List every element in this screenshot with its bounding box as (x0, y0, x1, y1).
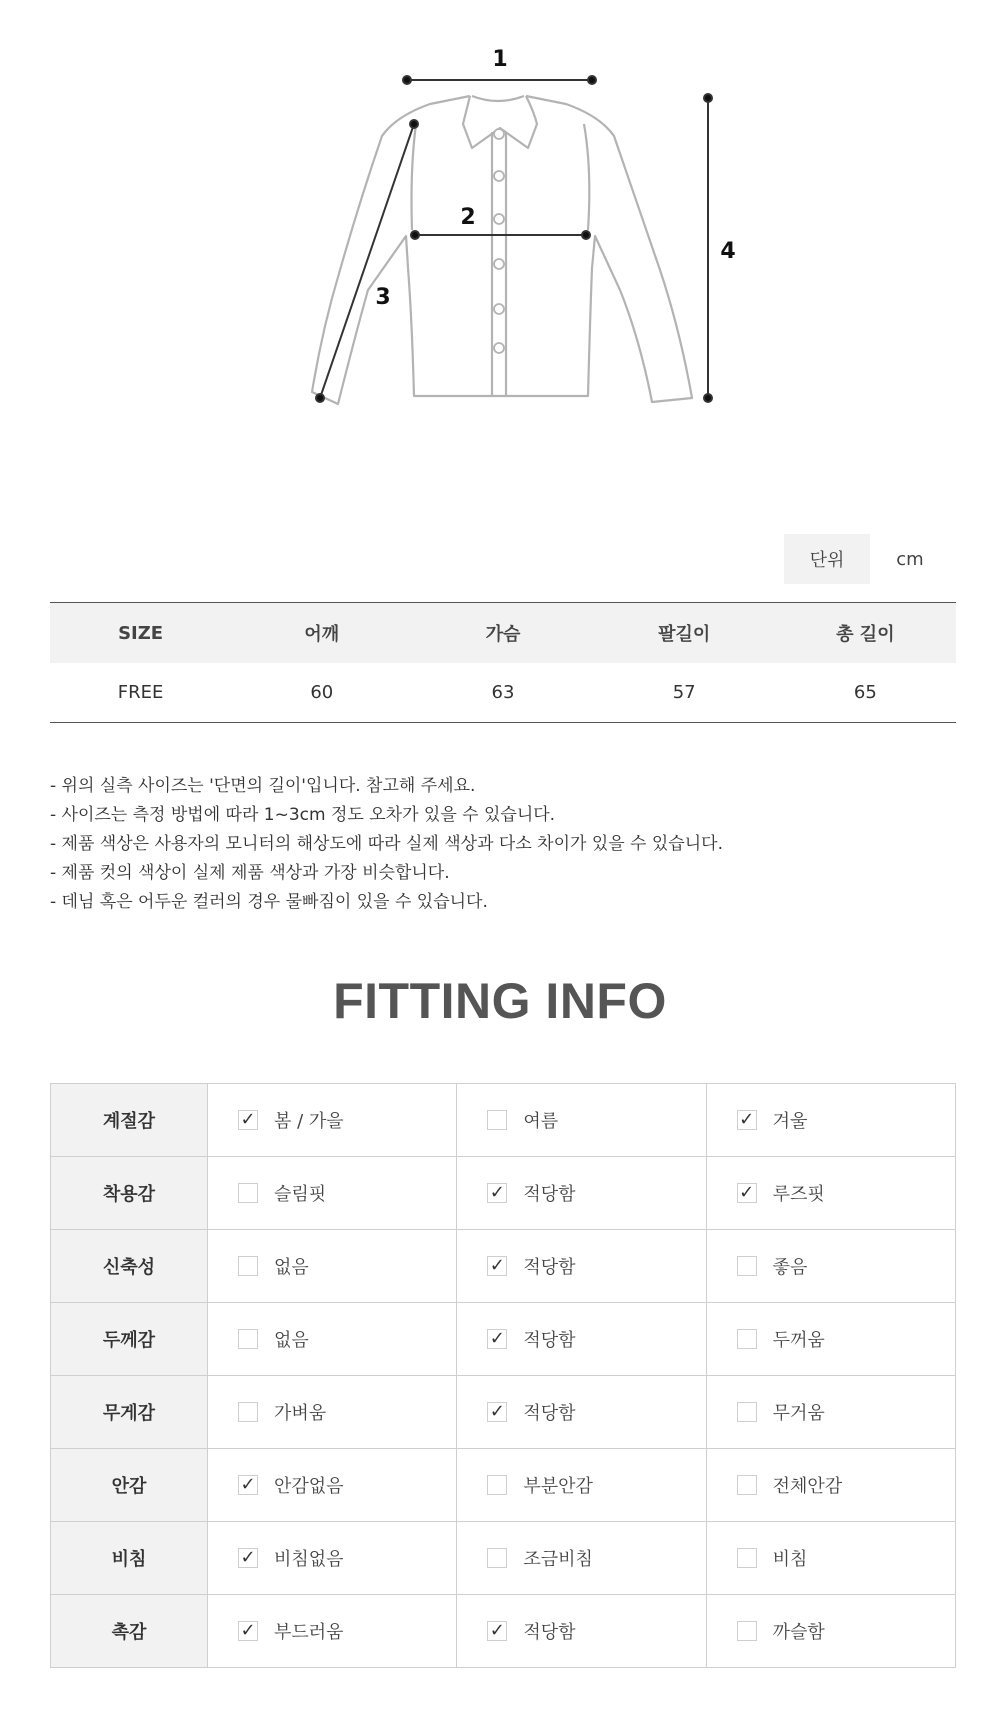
checkbox-unchecked-icon (737, 1548, 757, 1568)
fitting-option (208, 1253, 456, 1279)
fitting-option (457, 1180, 705, 1206)
fitting-option (707, 1399, 955, 1425)
fitting-option-label: 없음 (274, 1330, 309, 1351)
unit-row (784, 534, 950, 584)
size-cell: FREE (50, 663, 231, 723)
fitting-option-cell (208, 1303, 457, 1376)
fitting-category: 촉감 (51, 1595, 208, 1668)
fitting-option-cell (706, 1084, 955, 1157)
checkbox-unchecked-icon (487, 1548, 507, 1568)
fitting-option-cell (457, 1376, 706, 1449)
fitting-option-cell (706, 1522, 955, 1595)
fitting-option-label: 적당함 (523, 1257, 576, 1278)
fitting-option-label: 적당함 (523, 1403, 576, 1424)
fitting-option (208, 1399, 456, 1425)
fitting-row (51, 1376, 956, 1449)
fitting-option-cell (208, 1157, 457, 1230)
checkbox-unchecked-icon (487, 1110, 507, 1130)
checkbox-checked-icon: ✓ (487, 1402, 507, 1422)
fitting-option (707, 1326, 955, 1352)
fitting-option-label: 부드러움 (274, 1622, 344, 1643)
size-header-cell: SIZE (50, 603, 231, 664)
fitting-option-label: 조금비침 (523, 1549, 593, 1570)
fitting-option-label: 봄 / 가을 (274, 1111, 344, 1132)
shirt-outline (312, 96, 692, 404)
checkbox-checked-icon: ✓ (238, 1110, 258, 1130)
checkbox-unchecked-icon (737, 1621, 757, 1641)
measurement-label-1: 1 (492, 47, 508, 72)
fitting-option-cell (208, 1449, 457, 1522)
size-cell: 60 (231, 663, 412, 723)
fitting-option-label: 안감없음 (274, 1476, 344, 1497)
fitting-option-label: 루즈핏 (772, 1184, 825, 1205)
fitting-category: 계절감 (51, 1084, 208, 1157)
measurement-label-4: 4 (720, 239, 736, 264)
fitting-option-cell (457, 1595, 706, 1668)
note-item: - 위의 실측 사이즈는 '단면의 길이'입니다. 참고해 주세요. (50, 776, 476, 796)
fitting-option-cell (208, 1230, 457, 1303)
measurement-lines (316, 76, 712, 402)
fitting-table (50, 1083, 956, 1668)
fitting-option-cell (706, 1595, 955, 1668)
fitting-option-cell (457, 1303, 706, 1376)
table-row (50, 663, 956, 723)
checkbox-unchecked-icon (238, 1183, 258, 1203)
checkbox-checked-icon: ✓ (238, 1621, 258, 1641)
fitting-option-label: 좋음 (772, 1257, 808, 1278)
checkbox-unchecked-icon (487, 1475, 507, 1495)
fitting-option-cell (457, 1084, 706, 1157)
fitting-option-cell (208, 1084, 457, 1157)
fitting-option-cell (706, 1157, 955, 1230)
size-header-cell: 팔길이 (594, 603, 775, 664)
fitting-category: 착용감 (51, 1157, 208, 1230)
fitting-option-cell (706, 1230, 955, 1303)
fitting-option-cell (706, 1303, 955, 1376)
fitting-option (707, 1618, 955, 1644)
fitting-option-label: 비침 (772, 1549, 808, 1570)
fitting-category: 비침 (51, 1522, 208, 1595)
measurement-label-3: 3 (375, 285, 391, 310)
fitting-row (51, 1084, 956, 1157)
checkbox-checked-icon: ✓ (487, 1621, 507, 1641)
checkbox-checked-icon: ✓ (737, 1183, 757, 1203)
fitting-category: 무게감 (51, 1376, 208, 1449)
fitting-option-label: 겨울 (772, 1111, 808, 1132)
fitting-option-label: 없음 (274, 1257, 309, 1278)
fitting-row (51, 1157, 956, 1230)
checkbox-unchecked-icon (737, 1329, 757, 1349)
fitting-option-cell (706, 1376, 955, 1449)
shirt-measurement-diagram (0, 0, 1000, 470)
checkbox-checked-icon: ✓ (487, 1183, 507, 1203)
fitting-option-cell (457, 1157, 706, 1230)
fitting-option (208, 1107, 456, 1133)
note-item: - 제품 색상은 사용자의 모니터의 해상도에 따라 실제 색상과 다소 차이가 있을 수 있습니다. (50, 834, 723, 854)
checkbox-unchecked-icon (238, 1402, 258, 1422)
fitting-option (208, 1326, 456, 1352)
fitting-category: 신축성 (51, 1230, 208, 1303)
unit-label: 단위 (784, 534, 870, 584)
checkbox-unchecked-icon (737, 1402, 757, 1422)
checkbox-checked-icon: ✓ (487, 1256, 507, 1276)
checkbox-unchecked-icon (238, 1256, 258, 1276)
fitting-table-body (51, 1084, 956, 1668)
fitting-option-label: 비침없음 (274, 1549, 344, 1570)
fitting-option (457, 1107, 705, 1133)
fitting-row (51, 1303, 956, 1376)
fitting-option-label: 전체안감 (772, 1476, 843, 1497)
fitting-category: 안감 (51, 1449, 208, 1522)
fitting-option (457, 1472, 705, 1498)
fitting-option (457, 1253, 705, 1279)
size-cell: 65 (775, 663, 956, 723)
fitting-row (51, 1230, 956, 1303)
fitting-option-cell (208, 1376, 457, 1449)
fitting-row (51, 1449, 956, 1522)
fitting-option-cell (706, 1449, 955, 1522)
size-header-cell: 가슴 (412, 603, 593, 664)
fitting-option-label: 두꺼움 (772, 1330, 825, 1351)
fitting-row (51, 1522, 956, 1595)
fitting-option-label: 여름 (523, 1111, 559, 1132)
note-item: - 데님 혹은 어두운 컬러의 경우 물빠짐이 있을 수 있습니다. (50, 892, 488, 912)
fitting-option (457, 1326, 705, 1352)
fitting-option (707, 1253, 955, 1279)
unit-value: cm (896, 548, 924, 570)
size-notes (50, 772, 723, 917)
fitting-option-label: 까슬함 (772, 1622, 825, 1643)
fitting-option-label: 무거움 (772, 1403, 825, 1424)
fitting-info-title: FITTING INFO (333, 973, 667, 1029)
size-table (50, 602, 956, 723)
fitting-option-cell (457, 1449, 706, 1522)
fitting-option (457, 1618, 705, 1644)
fitting-option-cell (457, 1522, 706, 1595)
fitting-option-label: 가벼움 (274, 1403, 327, 1424)
fitting-option (208, 1180, 456, 1206)
fitting-option (707, 1472, 955, 1498)
fitting-option (208, 1472, 456, 1498)
fitting-option-label: 적당함 (523, 1622, 576, 1643)
fitting-option (208, 1618, 456, 1644)
note-item: - 제품 컷의 색상이 실제 제품 색상과 가장 비슷합니다. (50, 863, 450, 883)
fitting-option-label: 적당함 (523, 1184, 576, 1205)
size-header-cell: 총 길이 (775, 603, 956, 664)
checkbox-checked-icon: ✓ (238, 1475, 258, 1495)
fitting-option (457, 1545, 705, 1571)
fitting-category: 두께감 (51, 1303, 208, 1376)
checkbox-unchecked-icon (737, 1256, 757, 1276)
note-item: - 사이즈는 측정 방법에 따라 1~3cm 정도 오차가 있을 수 있습니다. (50, 805, 556, 825)
checkbox-unchecked-icon (238, 1329, 258, 1349)
shirt-buttons (494, 129, 504, 353)
size-table-header-row (50, 603, 956, 664)
fitting-option-label: 적당함 (523, 1330, 576, 1351)
checkbox-checked-icon: ✓ (238, 1548, 258, 1568)
fitting-option-cell (208, 1522, 457, 1595)
fitting-option (457, 1399, 705, 1425)
fitting-option-cell (457, 1230, 706, 1303)
measurement-label-2: 2 (460, 205, 476, 230)
fitting-option-label: 부분안감 (523, 1476, 593, 1497)
size-header-cell: 어깨 (231, 603, 412, 664)
checkbox-checked-icon: ✓ (487, 1329, 507, 1349)
checkbox-unchecked-icon (737, 1475, 757, 1495)
fitting-option (707, 1180, 955, 1206)
fitting-option-cell (208, 1595, 457, 1668)
size-cell: 57 (594, 663, 775, 723)
size-cell: 63 (412, 663, 593, 723)
checkbox-checked-icon: ✓ (737, 1110, 757, 1130)
fitting-option (208, 1545, 456, 1571)
fitting-option (707, 1545, 955, 1571)
fitting-row (51, 1595, 956, 1668)
fitting-option (707, 1107, 955, 1133)
fitting-option-label: 슬림핏 (274, 1184, 327, 1205)
